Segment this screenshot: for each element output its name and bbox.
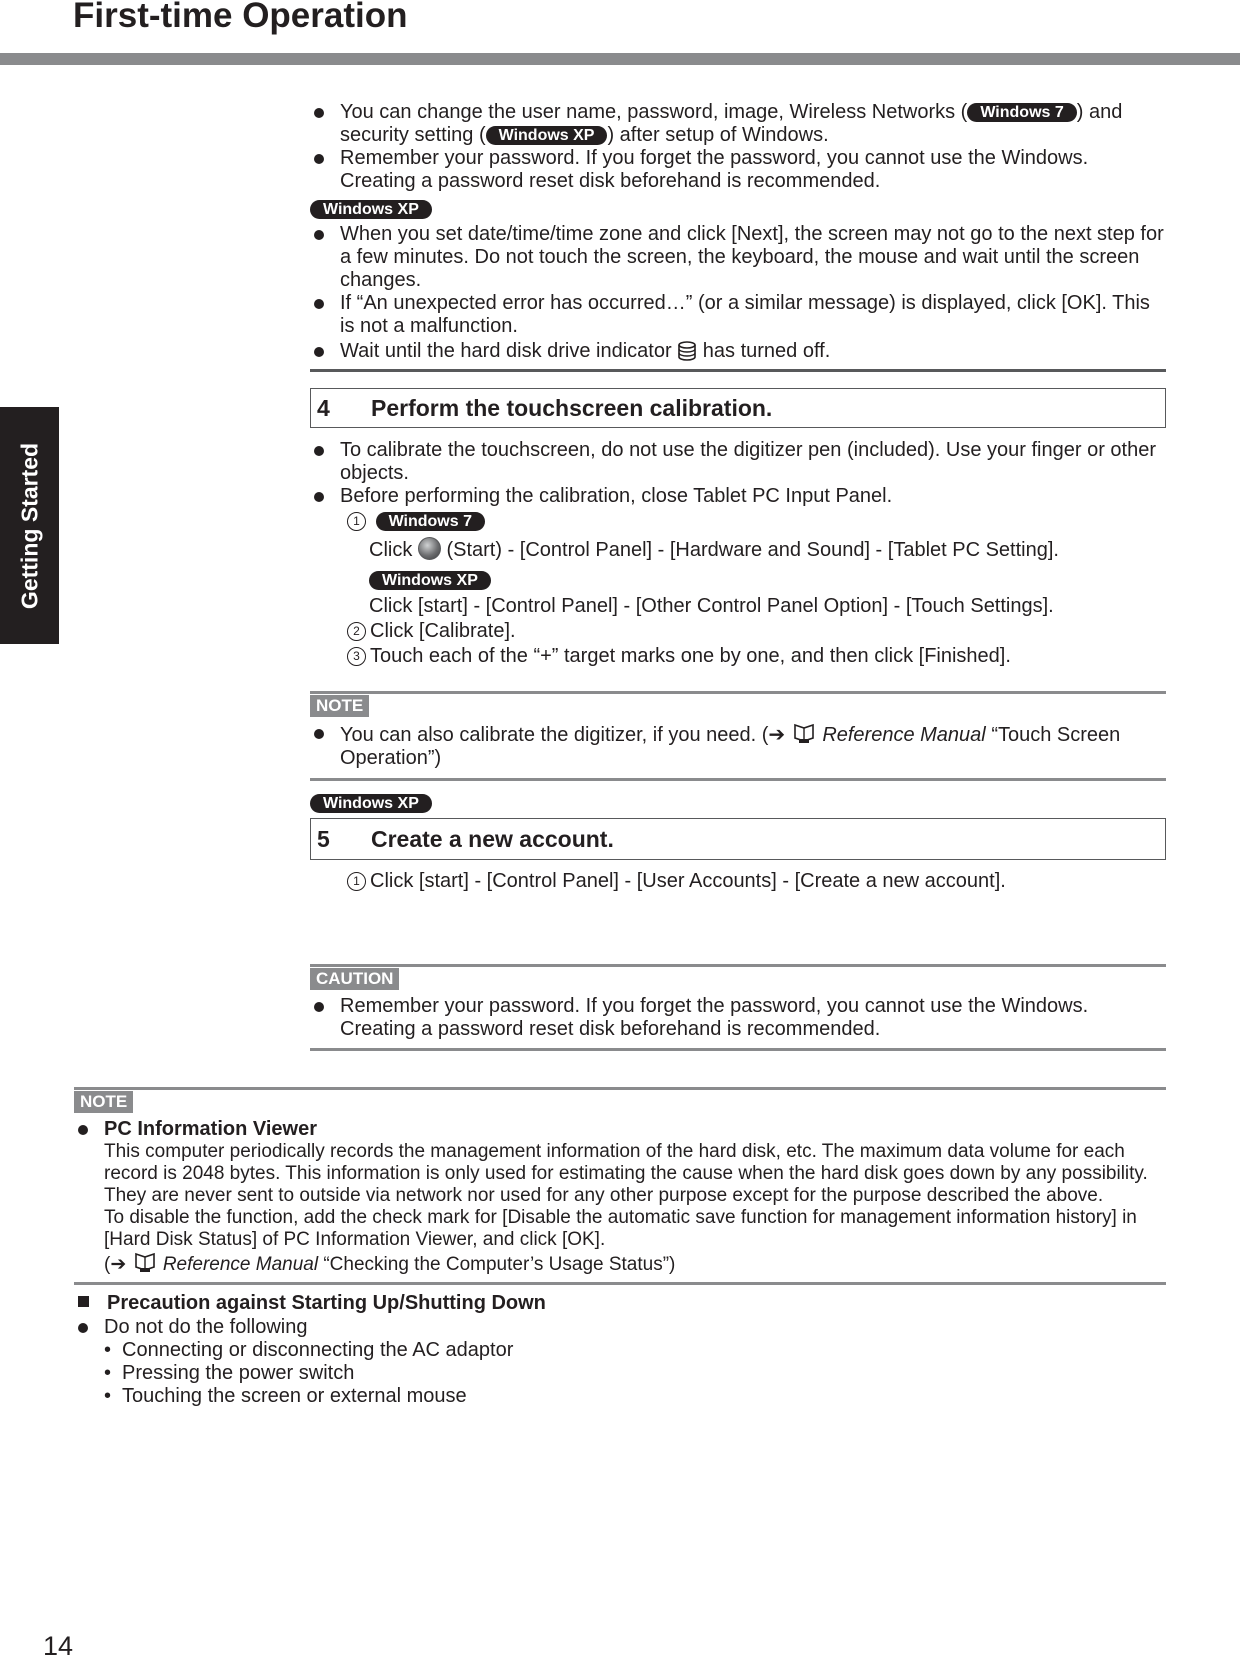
note-content: [104, 1118, 1166, 1276]
bullet-text-part: has turned off.: [702, 340, 831, 362]
bullet-item: [310, 485, 1166, 508]
note-text-part: “Checking the Computer’s Usage Status”): [323, 1254, 676, 1275]
bullet-item: [310, 101, 1166, 147]
hard-disk-icon: [677, 340, 697, 362]
precaution-heading-text: Precaution against Starting Up/Shutting Down: [107, 1292, 546, 1314]
sub-bullet-dot: •: [104, 1362, 112, 1384]
header-rule: [0, 53, 1240, 65]
windowsxp-badge: Windows XP: [310, 200, 432, 219]
sub-bullet-item: [104, 1339, 1166, 1362]
note-heading: PC Information Viewer: [104, 1118, 318, 1140]
bullet-dot: [314, 347, 324, 357]
note-paragraph: To disable the function, add the check mark for [Disable the automatic save function for management information history] in [Hard Disk Status] of PC Information Viewer, and click [OK].: [104, 1207, 1137, 1250]
reference-manual-icon: [132, 1251, 158, 1273]
page-title: First-time Operation: [73, 0, 408, 35]
reference-manual-title: Reference Manual: [162, 1254, 319, 1275]
step-4-substeps: [347, 511, 1166, 668]
sub-bullet-item: [104, 1362, 1166, 1385]
sub-bullet-dot: •: [104, 1385, 112, 1407]
sub-bullet-text: Touching the screen or external mouse: [122, 1385, 467, 1407]
note-text-part: (: [104, 1254, 111, 1275]
note-bottom-rule: [74, 1282, 1166, 1285]
section-divider: [310, 369, 1166, 372]
caution-bottom-rule: [310, 1048, 1166, 1051]
bullet-text-part: ) after setup of Windows.: [607, 124, 829, 146]
bullet-text: Remember your password. If you forget the password, you cannot use the Windows. Creating a password reset disk beforehand is recommended.: [340, 995, 1089, 1040]
substep-item: [347, 620, 1166, 643]
bullet-content: [104, 1316, 1166, 1408]
substep-text-part: Click: [369, 539, 413, 561]
bullet-text: When you set date/time/time zone and click [Next], the screen may not go to the next step for a few minutes. Do not touch the screen, the keyboard, the mouse and wait until the screen changes.: [340, 223, 1164, 291]
bullet-dot: [314, 492, 324, 502]
bullet-dot: [314, 154, 324, 164]
bullet-item: [310, 722, 1166, 770]
bullet-text-part: ) and security setting (: [340, 101, 1123, 146]
bullet-dot: [78, 1125, 88, 1135]
bullet-dot: [314, 230, 324, 240]
note-label: NOTE: [74, 1091, 133, 1113]
substep-text: Touch each of the “+” target marks one by one, and then click [Finished].: [370, 645, 1011, 667]
bullet-item: [310, 147, 1166, 193]
sub-bullet-item: [104, 1385, 1166, 1408]
substep-item: [347, 870, 1166, 893]
bullet-dot: [78, 1323, 88, 1333]
bullet-item: [310, 995, 1166, 1041]
bullet-text-part: Wait until the hard disk drive indicator: [340, 340, 672, 362]
bullet-dot: [314, 446, 324, 456]
note-paragraph: This computer periodically records the management information of the hard disk, etc. The maximum data volume for each record is 2048 bytes. This information is only used for estimating the cause when the hard disk goes down by any possibility. They are never sent to outside via network nor used for any other purpose except for the purpose described the above.: [104, 1141, 1148, 1206]
sub-bullet-text: Pressing the power switch: [122, 1362, 355, 1384]
bullet-item: [310, 223, 1166, 292]
bullet-dot: [314, 299, 324, 309]
bullet-text: Before performing the calibration, close Tablet PC Input Panel.: [340, 485, 893, 507]
substep-text: Click [start] - [Control Panel] - [Other Control Panel Option] - [Touch Settings].: [369, 595, 1054, 617]
square-bullet-icon: [78, 1296, 89, 1307]
substep-number: 3: [347, 647, 366, 666]
precaution-heading: [74, 1292, 1166, 1315]
step-number: 4: [317, 394, 330, 421]
windowsxp-badge: Windows XP: [310, 794, 432, 813]
note-label: NOTE: [310, 695, 369, 717]
page-number: 14: [43, 1631, 74, 1661]
step-4-heading: [310, 388, 1166, 428]
sub-bullet-dot: •: [104, 1339, 112, 1361]
step-title: Perform the touchscreen calibration.: [371, 394, 773, 421]
note-box: [310, 694, 1166, 717]
side-tab-label: Getting Started: [16, 442, 42, 609]
arrow-icon: ➔: [110, 1254, 127, 1275]
substep-text-part: (Start) - [Control Panel] - [Hardware and Sound] - [Tablet PC Setting].: [446, 539, 1059, 561]
substep-text: Click [Calibrate].: [370, 620, 516, 642]
bullet-text-part: You can change the user name, password, image, Wireless Networks (: [340, 101, 968, 123]
caution-label: CAUTION: [310, 968, 399, 990]
bullet-item: [310, 340, 1166, 363]
bullet-dot: [314, 1002, 324, 1012]
substep-number: 2: [347, 622, 366, 641]
bullet-text: [340, 101, 1166, 147]
bullet-dot: [314, 729, 324, 739]
bullet-text: Do not do the following: [104, 1316, 308, 1338]
substep-text: [369, 537, 1166, 562]
note-reference: [104, 1251, 1166, 1276]
reference-manual-title: Reference Manual: [822, 724, 986, 746]
bullet-text: To calibrate the touchscreen, do not use the digitizer pen (included). Use your finger or other objects.: [340, 439, 1157, 484]
bullet-text: [340, 722, 1166, 770]
bullet-text: [340, 340, 1166, 363]
bullet-item: [310, 292, 1166, 338]
windows7-badge: Windows 7: [376, 512, 485, 531]
step-title: Create a new account.: [371, 825, 614, 852]
reference-manual-icon: [791, 722, 817, 744]
bullet-text: Remember your password. If you forget the password, you cannot use the Windows. Creating a password reset disk beforehand is recommended.: [340, 147, 1089, 192]
sub-bullet-text: Connecting or disconnecting the AC adaptor: [122, 1339, 514, 1361]
note-text-part: You can also calibrate the digitizer, if you need. (: [340, 724, 769, 746]
side-tab: [0, 407, 59, 644]
step-5-heading: [310, 818, 1166, 860]
arrow-icon: ➔: [768, 724, 786, 746]
substep-number: 1: [347, 872, 366, 891]
windowsxp-badge: Windows XP: [486, 126, 608, 145]
main-column: [310, 101, 1166, 1051]
windowsxp-badge: Windows XP: [369, 571, 491, 590]
substep-number: 1: [347, 512, 366, 531]
bullet-item: [310, 439, 1166, 485]
substep-item: [347, 645, 1166, 668]
note-text-part: “Touch Screen Operation”): [340, 724, 1121, 769]
bullet-dot: [314, 108, 324, 118]
pc-info-note: [74, 1087, 1166, 1408]
bullet-text: If “An unexpected error has occurred…” (or a similar message) is displayed, click [OK]. This is not a malfunction.: [340, 292, 1150, 337]
windows-start-icon: [418, 537, 441, 560]
substep-text: Click [start] - [Control Panel] - [User Accounts] - [Create a new account].: [370, 870, 1006, 892]
note-bottom-rule: [310, 778, 1166, 781]
bullet-item: [74, 1118, 1166, 1276]
windows7-badge: Windows 7: [967, 103, 1076, 122]
bullet-item: [74, 1316, 1166, 1408]
step-number: 5: [317, 825, 330, 852]
